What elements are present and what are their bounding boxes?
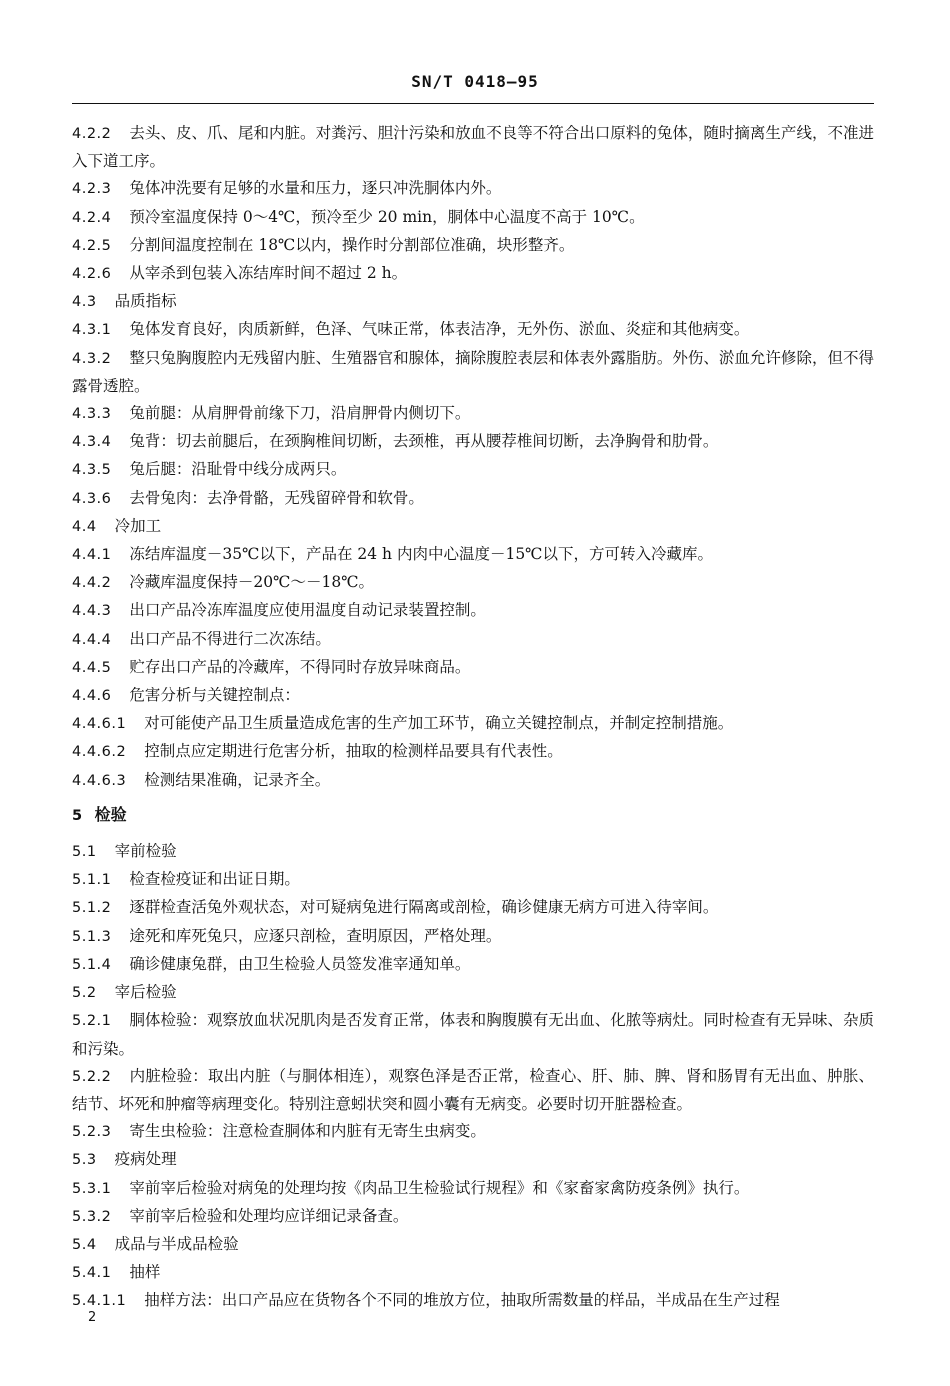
clause-text: 胴体检验：观察放血状况肌肉是否发育正常，体表和胸腹膜有无出血、化脓等病灶。同时检查有无异味、杂质和污染。 bbox=[72, 1011, 874, 1058]
clause bbox=[72, 597, 874, 625]
clause-number: 4.4.6 bbox=[72, 688, 112, 705]
clause-number: 5.1.2 bbox=[72, 900, 112, 917]
clause-text: 兔体冲洗要有足够的水量和压力，逐只冲洗胴体内外。 bbox=[129, 179, 502, 198]
clause bbox=[72, 738, 874, 766]
clause-text: 成品与半成品检验 bbox=[114, 1234, 239, 1253]
clause-number: 4.3 bbox=[72, 294, 97, 311]
clause-number: 4.4.5 bbox=[72, 659, 112, 676]
clause-text: 宰前宰后检验对病兔的处理均按《肉品卫生检验试行规程》和《家畜家禽防疫条例》执行。 bbox=[129, 1178, 750, 1197]
clause-number: 5.1.1 bbox=[72, 872, 112, 889]
clause-text: 抽样方法：出口产品应在货物各个不同的堆放方位，抽取所需数量的样品，半成品在生产过程 bbox=[144, 1291, 780, 1310]
clause-number: 4.3.4 bbox=[72, 434, 112, 451]
clause bbox=[72, 1203, 874, 1231]
section-5-heading bbox=[72, 801, 874, 830]
clause bbox=[72, 288, 874, 316]
clause bbox=[72, 569, 874, 597]
clause bbox=[72, 428, 874, 456]
clause-number: 4.4 bbox=[72, 518, 97, 535]
clause bbox=[72, 838, 874, 866]
clause-number: 5.3 bbox=[72, 1152, 97, 1169]
clause-text: 途死和库死兔只，应逐只剖检，查明原因，严格处理。 bbox=[129, 926, 502, 945]
clause-text: 去骨兔肉：去净骨骼，无残留碎骨和软骨。 bbox=[129, 488, 424, 507]
clause bbox=[72, 1259, 874, 1287]
clause bbox=[72, 316, 874, 344]
clause-number: 4.4.4 bbox=[72, 631, 112, 648]
clause-text: 内脏检验：取出内脏（与胴体相连），观察色泽是否正常，检查心、肝、肺、脾、肾和肠胃有无出血、肿胀、结节、坏死和肿瘤等病理变化。特别注意蚓状突和圆小囊有无病变。必要时切开脏器检查。 bbox=[72, 1066, 874, 1113]
clause-number: 4.2.6 bbox=[72, 266, 112, 283]
clause-number: 5.2 bbox=[72, 985, 97, 1002]
clause bbox=[72, 175, 874, 203]
clause bbox=[72, 1118, 874, 1146]
clause-text: 寄生虫检验：注意检查胴体和内脏有无寄生虫病变。 bbox=[129, 1122, 486, 1141]
clause-number: 4.2.4 bbox=[72, 209, 112, 226]
clause bbox=[72, 400, 874, 428]
page-number: 2 bbox=[88, 1310, 97, 1325]
clause-number: 5.1 bbox=[72, 844, 97, 861]
clause-number: 5.2.2 bbox=[72, 1068, 112, 1085]
clause bbox=[72, 513, 874, 541]
clause-number: 4.4.1 bbox=[72, 547, 112, 564]
clause bbox=[72, 866, 874, 894]
clause-number: 5.4 bbox=[72, 1236, 97, 1253]
clause-text: 兔后腿：沿耻骨中线分成两只。 bbox=[129, 460, 347, 479]
clause bbox=[72, 951, 874, 979]
clause-number: 4.3.2 bbox=[72, 350, 112, 367]
clause-text: 抽样 bbox=[129, 1263, 161, 1282]
clause-number: 4.4.6.2 bbox=[72, 744, 127, 761]
clause-text: 检测结果准确，记录齐全。 bbox=[144, 770, 331, 789]
clause-text: 宰后检验 bbox=[114, 983, 177, 1002]
standard-code: SN/T 0418—95 bbox=[411, 72, 539, 91]
clause-text: 贮存出口产品的冷藏库，不得同时存放异味商品。 bbox=[129, 657, 471, 676]
clause bbox=[72, 1175, 874, 1203]
section-title: 检验 bbox=[94, 804, 127, 824]
clause-text: 品质指标 bbox=[114, 292, 177, 311]
clause-text: 危害分析与关键控制点： bbox=[129, 686, 300, 705]
clause-number: 5.4.1 bbox=[72, 1265, 112, 1282]
clause-text: 控制点应定期进行危害分析，抽取的检测样品要具有代表性。 bbox=[144, 742, 563, 761]
clause-number: 4.3.6 bbox=[72, 490, 112, 507]
clause-text: 冻结库温度－35℃以下，产品在 24 h 内肉中心温度－15℃以下，方可转入冷藏库。 bbox=[129, 545, 714, 564]
clause-text: 确诊健康兔群，由卫生检验人员签发准宰通知单。 bbox=[129, 954, 471, 973]
section-4-clauses bbox=[72, 120, 874, 795]
clause-number: 4.4.6.3 bbox=[72, 772, 127, 789]
clause-text: 冷藏库温度保持－20℃～－18℃。 bbox=[129, 573, 375, 592]
clause bbox=[72, 485, 874, 513]
section-number: 5 bbox=[72, 807, 83, 824]
clause-number: 4.2.5 bbox=[72, 237, 112, 254]
clause-text: 疫病处理 bbox=[114, 1150, 177, 1169]
header-divider bbox=[72, 103, 874, 104]
clause bbox=[72, 979, 874, 1007]
clause bbox=[72, 1287, 874, 1315]
clause-text: 兔背：切去前腿后，在颈胸椎间切断，去颈椎，再从腰荐椎间切断，去净胸骨和肋骨。 bbox=[129, 432, 719, 451]
clause bbox=[72, 541, 874, 569]
clause-number: 5.3.1 bbox=[72, 1180, 112, 1197]
clause bbox=[72, 456, 874, 484]
clause-text: 分割间温度控制在 18℃以内，操作时分割部位准确，块形整齐。 bbox=[129, 235, 575, 254]
clause bbox=[72, 345, 874, 400]
clause bbox=[72, 682, 874, 710]
clause-text: 去头、皮、爪、尾和内脏。对粪污、胆汁污染和放血不良等不符合出口原料的兔体，随时摘离生产线，不准进入下道工序。 bbox=[72, 124, 874, 171]
clause bbox=[72, 1146, 874, 1174]
clause-text: 预冷室温度保持 0～4℃，预冷至少 20 min，胴体中心温度不高于 10℃。 bbox=[129, 207, 645, 226]
clause-text: 兔前腿：从肩胛骨前缘下刀，沿肩胛骨内侧切下。 bbox=[129, 404, 471, 423]
clause-text: 兔体发育良好，肉质新鲜，色泽、气味正常，体表洁净，无外伤、淤血、炎症和其他病变。 bbox=[129, 320, 750, 339]
clause bbox=[72, 626, 874, 654]
clause bbox=[72, 232, 874, 260]
clause-text: 宰前宰后检验和处理均应详细记录备查。 bbox=[129, 1206, 409, 1225]
clause-text: 冷加工 bbox=[114, 516, 162, 535]
clause bbox=[72, 204, 874, 232]
clause-number: 5.1.4 bbox=[72, 956, 112, 973]
clause-text: 出口产品冷冻库温度应使用温度自动记录装置控制。 bbox=[129, 601, 486, 620]
clause bbox=[72, 1063, 874, 1118]
clause bbox=[72, 654, 874, 682]
clause-number: 5.3.2 bbox=[72, 1208, 112, 1225]
clause-number: 4.4.2 bbox=[72, 575, 112, 592]
clause-text: 出口产品不得进行二次冻结。 bbox=[129, 629, 331, 648]
clause-number: 5.2.1 bbox=[72, 1013, 112, 1030]
clause bbox=[72, 710, 874, 738]
clause-number: 4.3.1 bbox=[72, 322, 112, 339]
clause-text: 从宰杀到包装入冻结库时间不超过 2 h。 bbox=[129, 264, 408, 283]
clause-number: 4.3.5 bbox=[72, 462, 112, 479]
clause-number: 4.3.3 bbox=[72, 406, 112, 423]
clause bbox=[72, 120, 874, 175]
section-5-clauses bbox=[72, 838, 874, 1315]
document-body bbox=[72, 120, 874, 1316]
clause-number: 5.2.3 bbox=[72, 1124, 112, 1141]
clause-text: 对可能使产品卫生质量造成危害的生产加工环节，确立关键控制点，并制定控制措施。 bbox=[144, 714, 734, 733]
clause-number: 4.4.3 bbox=[72, 603, 112, 620]
clause-number: 5.1.3 bbox=[72, 928, 112, 945]
clause bbox=[72, 1007, 874, 1062]
clause bbox=[72, 923, 874, 951]
clause bbox=[72, 894, 874, 922]
clause-text: 整只兔胸腹腔内无残留内脏、生殖器官和腺体，摘除腹腔表层和体表外露脂肪。外伤、淤血允许修除，但不得露骨透腔。 bbox=[72, 348, 874, 395]
clause-number: 4.2.3 bbox=[72, 181, 112, 198]
clause bbox=[72, 260, 874, 288]
clause bbox=[72, 1231, 874, 1259]
clause-number: 4.4.6.1 bbox=[72, 716, 127, 733]
page-header bbox=[0, 72, 950, 91]
clause-number: 5.4.1.1 bbox=[72, 1293, 127, 1310]
clause-text: 检查检疫证和出证日期。 bbox=[129, 870, 300, 889]
clause-text: 逐群检查活兔外观状态，对可疑病兔进行隔离或剖检，确诊健康无病方可进入待宰间。 bbox=[129, 898, 719, 917]
clause bbox=[72, 767, 874, 795]
clause-text: 宰前检验 bbox=[114, 842, 177, 861]
clause-number: 4.2.2 bbox=[72, 126, 112, 142]
